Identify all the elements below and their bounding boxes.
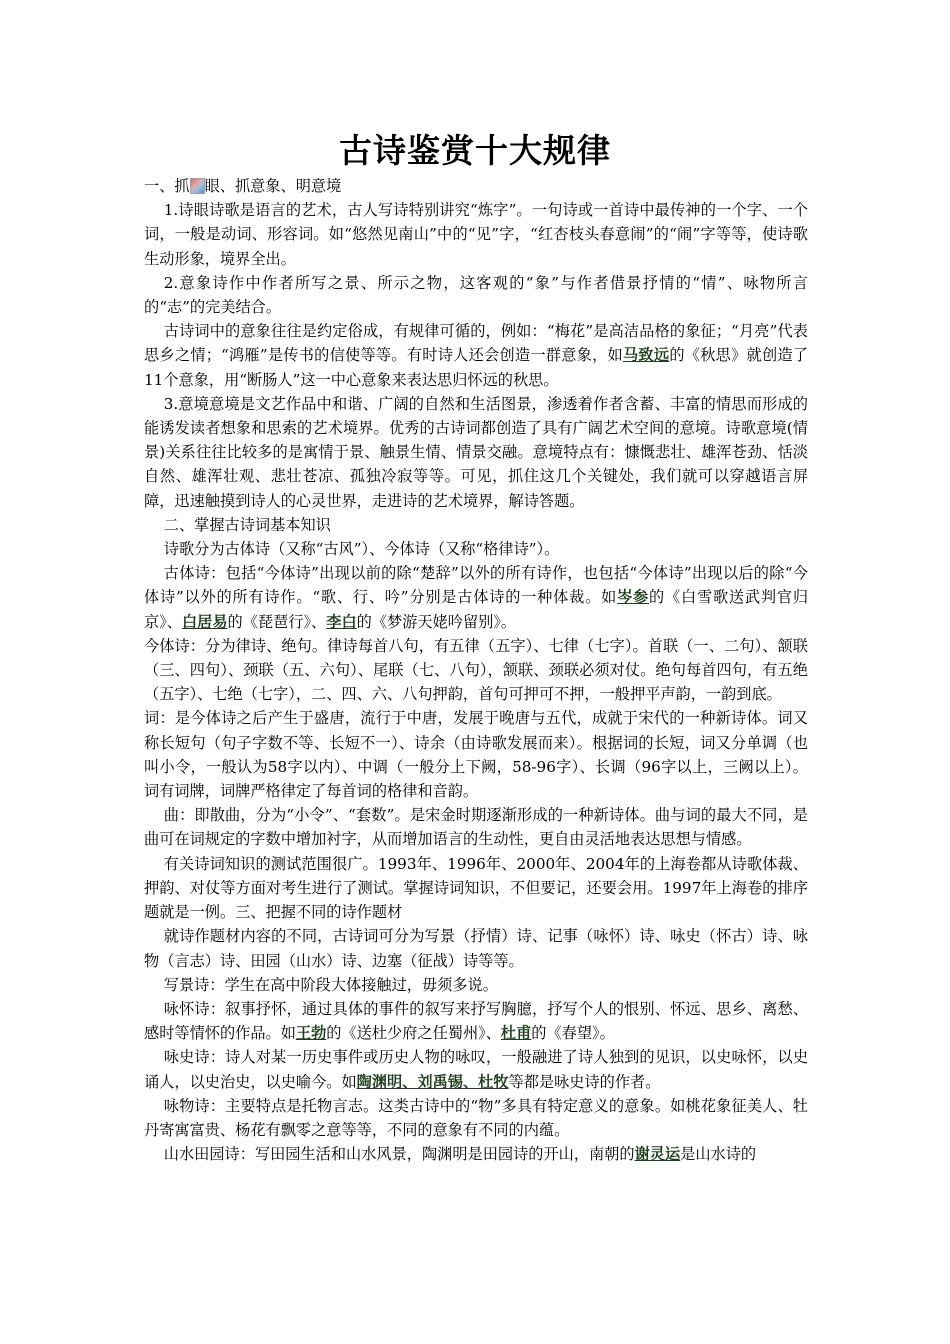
paragraph-text: 是山水诗的 [680,1145,757,1164]
link-liu-yuxi[interactable]: 刘禹锡 [417,1072,463,1091]
page-title: 古诗鉴赏十大规律 [339,131,611,170]
link-separator: 、 [402,1072,418,1091]
paragraph: 就诗作题材内容的不同，古诗词可分为写景（抒情）诗、记事（咏怀）诗、咏史（怀古）诗、咏物（言志）诗、田园（山水）诗、边塞（征战）诗等等。 [144,927,808,970]
link-separator: 、 [462,1072,479,1091]
paragraph-text: 的《送杜少府之任蜀州》、 [326,1024,501,1043]
paragraph: 1.诗眼诗歌是语言的艺术，古人写诗特别讲究“炼字”。一句诗或一首诗中最传神的一个字、一个词，一般是动词、形容词。如“悠然见南山”中的“见”字，“红杏枝头春意闹”的“闹”字等等，使诗歌生动形象，境界全出。 [144,201,808,268]
section-heading-2: 二、掌握古诗词基本知识 [163,515,331,534]
picture-icon [190,178,205,194]
link-xie-lingyun[interactable]: 谢灵运 [634,1145,681,1164]
paragraph [144,997,808,1045]
paragraph-text: 古诗词中的意象往往是约定俗成，有规律可循的，例如：“梅花”是高洁品格的象征；“月亮”代表思乡之情；“鸿雁”是传书的信使等等。有时诗人还会创造一群意象，如 [144,322,808,365]
link-du-mu[interactable]: 杜牧 [478,1072,509,1091]
paragraph [144,1142,808,1166]
paragraph-text: 古体诗：包括“今体诗”出现以前的除“楚辞”以外的所有诗作，也包括“今体诗”出现以后的除“今体诗”以外的所有诗作。“歌、行、吟”分别是古体诗的一种体裁。如 [144,564,808,607]
paragraph-text: 的《秋思》就创造了11个意象，用“断肠人”这一中心意象来表达思归怀远的秋思。 [144,346,809,389]
link-li-bai[interactable]: 李白 [326,612,357,631]
paragraph [144,1045,808,1093]
section-heading-1 [144,174,808,198]
paragraph [144,561,808,634]
paragraph: 词：是今体诗之后产生于盛唐，流行于中唐，发展于晚唐与五代，成就于宋代的一种新诗体。词又称长短句（句子字数不等、长短不一）、诗余（由诗歌发展而来）。根据词的长短，词又分单调（也叫小令，一般认为58字以内）、中调（一般分上下阙，58-96字）、长调（96字以上，三阙以上）。词有词牌，词牌严格律定了每首词的格律和音韵。 [144,709,808,801]
link-bai-juyi[interactable]: 白居易 [181,612,228,631]
paragraph-text: 咏怀诗：叙事抒怀，通过具体的事件的叙写来抒写胸臆，抒写个人的恨别、怀远、思乡、离愁、感时等情怀的作品。如 [144,999,808,1043]
paragraph-text: 山水田园诗：写田园生活和山水风景，陶渊明是田园诗的开山，南朝的 [163,1145,635,1164]
paragraph: 写景诗：学生在高中阶段大体接触过，毋须多说。 [163,975,498,994]
link-tao-yuanming[interactable]: 陶渊明 [356,1072,403,1091]
link-du-fu[interactable]: 杜甫 [500,1024,532,1043]
heading-text: 一、抓 [144,177,190,195]
paragraph: 3.意境意境是文艺作品中和谐、广阔的自然和生活图景，渗透着作者含蓄、丰富的情思而形成的能诱发读者想象和思索的艺术境界。优秀的古诗词都创造了具有广阔艺术空间的意境。诗歌意境(情景)关系往往比较多的是寓情于景、触景生情、情景交融。意境特点有：慷慨悲壮、雄浑苍劲、恬淡自然、雄浑壮观、悲壮苍凉、孤独冷寂等等。可见，抓住这几个关键处，我们就可以穿越语言屏障，迅速触摸到诗人的心灵世界，走进诗的艺术境界，解诗答题。 [144,394,808,510]
paragraph [144,319,808,392]
paragraph: 2.意象诗作中作者所写之景、所示之物，这客观的“象”与作者借景抒情的“情”、咏物所言的“志”的完美结合。 [144,273,808,317]
paragraph-text: 等都是咏史诗的作者。 [508,1072,661,1091]
link-cen-shen[interactable]: 岑参 [617,588,650,607]
paragraph: 曲：即散曲，分为“小令”、“套数”。是宋金时期逐渐形成的一种新诗体。曲与词的最大不同，是曲可在词规定的字数中增加衬字，从而增加语言的生动性，更自由灵活地表达思想与情感。 [144,806,808,849]
paragraph-text: 的《梦游天姥吟留别》。 [356,612,517,631]
paragraph: 诗歌分为古体诗（又称“古风”）、今体诗（又称“格律诗”）。 [163,540,560,559]
heading-text: 眼、抓意象、明意境 [204,177,342,195]
paragraph-text: 的《琵琶行》、 [227,612,327,631]
link-wang-bo[interactable]: 王勃 [295,1024,327,1043]
document-body [144,174,808,1166]
paragraph-text: 的《白雪歌送武判官归京》、 [144,588,809,631]
link-ma-zhiyuan[interactable]: 马致远 [622,346,670,365]
paragraph-text: 的《春望》。 [531,1024,615,1043]
paragraph: 今体诗：分为律诗、绝句。律诗每首八句，有五律（五字）、七律（七字）。首联（一、二句）、颔联（三、四句）、颈联（五、六句）、尾联（七、八句），颔联、颈联必须对仗。绝句每首四句，有五绝（五字）、七绝（七字），二、四、六、八句押韵，首句可押可不押，一般押平声韵，一韵到底。 [144,636,808,704]
paragraph: 有关诗词知识的测试范围很广。1993年、1996年、2000年、2004年的上海卷都从诗歌体裁、押韵、对仗等方面对考生进行了测试。掌握诗词知识，不但要记，还要会用。1997年上海卷的排序题就是一例。三、把握不同的诗作题材 [144,854,808,922]
paragraph: 咏物诗：主要特点是托物言志。这类古诗中的“物”多具有特定意义的意象。如桃花象征美人、牡丹寄寓富贵、杨花有飘零之意等等，不同的意象有不同的内蕴。 [144,1096,808,1139]
paragraph-text: 咏史诗：诗人对某一历史事件或历史人物的咏叹，一般融进了诗人独到的见识，以史咏怀，以史诵人，以史治史，以史喻今。如 [144,1048,808,1091]
